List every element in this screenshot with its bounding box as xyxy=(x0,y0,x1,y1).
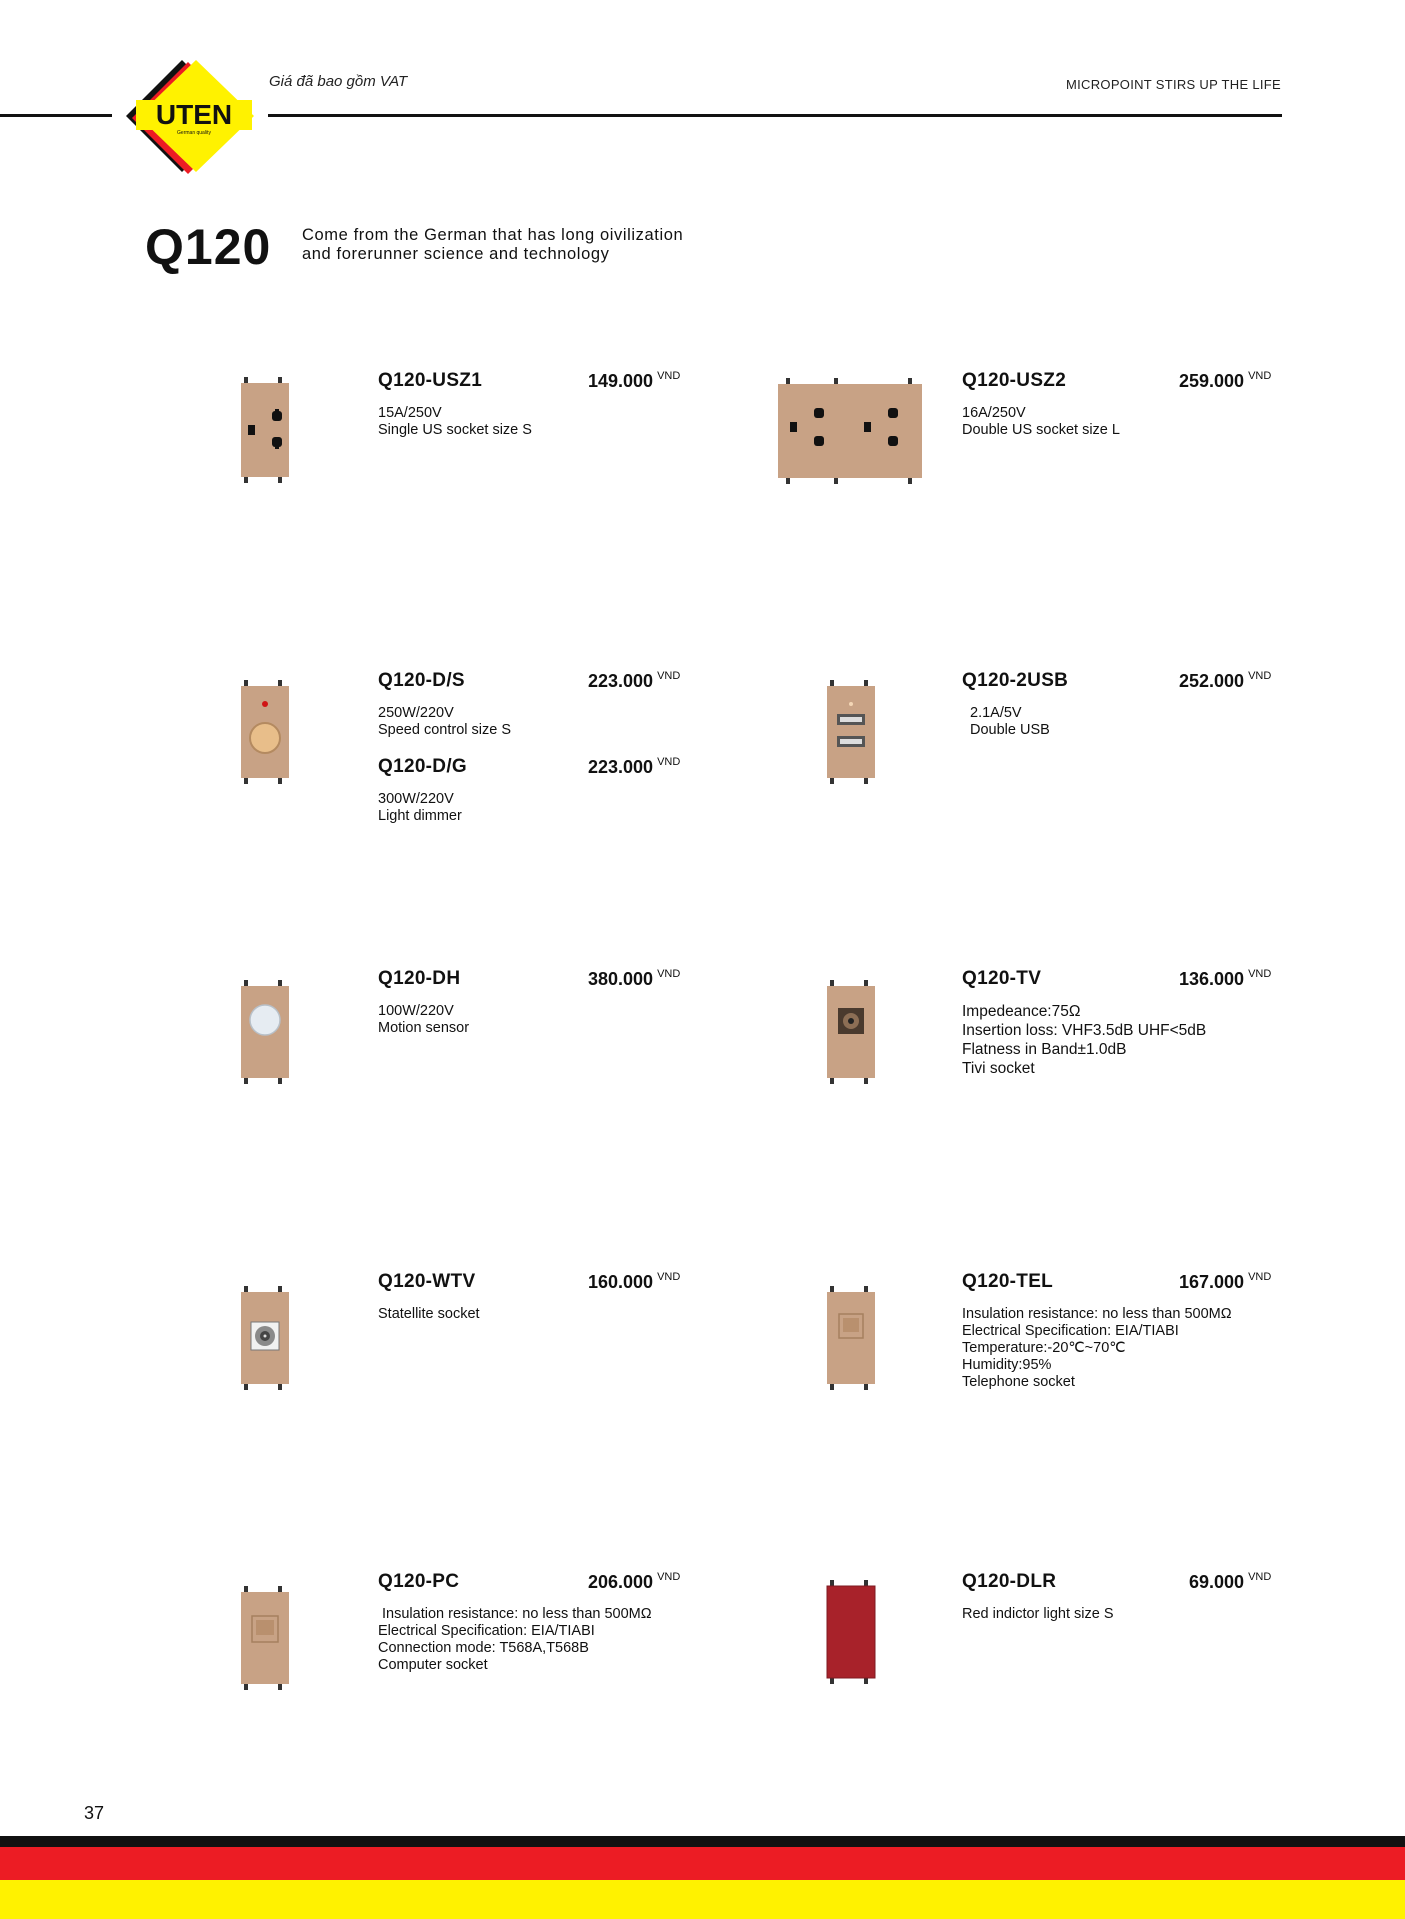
product-price xyxy=(588,1572,680,1593)
product-spec-4: Computer socket xyxy=(378,1657,488,1673)
price-currency: VND xyxy=(657,670,681,682)
double-us-socket-image xyxy=(776,376,924,488)
product-q120-tel xyxy=(776,1271,1336,1471)
product-spec-5: Telephone socket xyxy=(962,1374,1075,1390)
price-currency: VND xyxy=(1248,968,1272,980)
price-currency: VND xyxy=(1248,670,1272,682)
product-code: Q120-2USB xyxy=(962,670,1069,691)
price-value: 149.000 xyxy=(588,371,654,391)
product-spec-1: 2.1A/5V xyxy=(970,705,1022,721)
series-description-line2: and forerunner science and technology xyxy=(302,245,610,263)
price-currency: VND xyxy=(1248,1271,1272,1283)
product-code: Q120-TEL xyxy=(962,1271,1054,1292)
price-value: 136.000 xyxy=(1179,969,1245,989)
product-price xyxy=(1179,1272,1271,1293)
double-usb-image xyxy=(826,678,886,788)
price-currency: VND xyxy=(657,370,681,382)
product-spec-2: Insertion loss: VHF3.5dB UHF<5dB xyxy=(962,1022,1207,1039)
product-spec-dg-1: 300W/220V xyxy=(378,791,454,807)
product-code: Q120-USZ1 xyxy=(378,370,483,391)
product-spec-2: Single US socket size S xyxy=(378,422,532,438)
product-spec-1: Insulation resistance: no less than 500MΩ xyxy=(962,1306,1232,1322)
motion-sensor-image xyxy=(240,978,300,1088)
product-spec-3: Connection mode: T568A,T568B xyxy=(378,1640,589,1656)
product-spec-2: Speed control size S xyxy=(378,722,511,738)
product-code: Q120-TV xyxy=(962,968,1042,989)
logo-tagline: German quality xyxy=(177,130,211,136)
product-price-dg xyxy=(588,757,680,778)
telephone-socket-image xyxy=(826,1284,886,1394)
header-rule-right xyxy=(268,114,1282,117)
satellite-socket-image xyxy=(240,1284,300,1394)
product-q120-2usb xyxy=(776,670,1336,870)
product-spec-dg-2: Light dimmer xyxy=(378,808,462,824)
price-value: 252.000 xyxy=(1179,671,1245,691)
price-currency: VND xyxy=(657,1571,681,1583)
product-q120-dh xyxy=(238,968,798,1168)
product-spec-4: Tivi socket xyxy=(962,1060,1035,1077)
product-code: Q120-USZ2 xyxy=(962,370,1067,391)
footer-band-yellow xyxy=(0,1880,1405,1919)
red-indicator-light-image xyxy=(826,1578,886,1688)
product-code: Q120-PC xyxy=(378,1571,460,1592)
product-q120-ds-dg xyxy=(238,670,798,830)
product-spec-1: 250W/220V xyxy=(378,705,454,721)
product-q120-usz2 xyxy=(776,370,1336,570)
product-spec-1: 100W/220V xyxy=(378,1003,454,1019)
product-spec-1: Red indictor light size S xyxy=(962,1606,1114,1622)
dimmer-knob-image xyxy=(240,678,300,788)
series-description-line1: Come from the German that has long oivilization xyxy=(302,226,684,244)
vat-note: Giá đã bao gồm VAT xyxy=(269,73,408,90)
uten-logo xyxy=(118,58,258,174)
product-spec-4: Humidity:95% xyxy=(962,1357,1052,1373)
footer-band-red xyxy=(0,1847,1405,1880)
product-spec-1: 16A/250V xyxy=(962,405,1026,421)
product-price xyxy=(588,371,680,392)
product-spec-2: Electrical Specification: EIA/TIABI xyxy=(962,1323,1179,1339)
product-spec-1: Insulation resistance: no less than 500MΩ xyxy=(378,1606,652,1622)
product-spec-1: 15A/250V xyxy=(378,405,442,421)
product-q120-pc xyxy=(238,1571,798,1771)
product-q120-wtv xyxy=(238,1271,798,1471)
price-value: 69.000 xyxy=(1189,1572,1245,1592)
price-currency: VND xyxy=(657,756,681,768)
computer-socket-image xyxy=(240,1584,300,1694)
tv-socket-image xyxy=(826,978,886,1088)
product-code: Q120-DH xyxy=(378,968,461,989)
series-description xyxy=(302,226,742,264)
price-value: 206.000 xyxy=(588,1572,654,1592)
price-value: 380.000 xyxy=(588,969,654,989)
price-value: 259.000 xyxy=(1179,371,1245,391)
price-currency: VND xyxy=(657,1271,681,1283)
product-spec-3: Flatness in Band±1.0dB xyxy=(962,1041,1127,1058)
footer-band-black xyxy=(0,1836,1405,1847)
product-price xyxy=(588,969,680,990)
price-value: 160.000 xyxy=(588,1272,654,1292)
page-number: 37 xyxy=(84,1803,105,1823)
price-currency: VND xyxy=(1248,1571,1272,1583)
price-currency: VND xyxy=(657,968,681,980)
product-spec-2: Electrical Specification: EIA/TIABI xyxy=(378,1623,595,1639)
single-us-socket-image xyxy=(240,375,300,485)
price-currency: VND xyxy=(1248,370,1272,382)
slogan: MICROPOINT STIRS UP THE LIFE xyxy=(1066,77,1281,92)
logo-wordmark: UTEN xyxy=(155,99,233,130)
header-rule-left xyxy=(0,114,112,117)
product-q120-dlr xyxy=(776,1571,1336,1771)
product-code-dg: Q120-D/G xyxy=(378,756,467,777)
product-price xyxy=(588,671,680,692)
price-value: 223.000 xyxy=(588,757,654,777)
price-value: 223.000 xyxy=(588,671,654,691)
product-q120-tv xyxy=(776,968,1336,1168)
product-spec-3: Temperature:-20℃~70℃ xyxy=(962,1340,1126,1356)
series-title: Q120 xyxy=(145,219,272,275)
product-spec-2: Double USB xyxy=(970,722,1050,738)
product-price xyxy=(1179,969,1271,990)
product-spec-2: Double US socket size L xyxy=(962,422,1120,438)
product-code: Q120-WTV xyxy=(378,1271,476,1292)
product-price xyxy=(1179,371,1271,392)
product-spec-1: Impedeance:75Ω xyxy=(962,1003,1081,1020)
product-price xyxy=(588,1272,680,1293)
product-q120-usz1 xyxy=(238,370,798,570)
product-spec-2: Motion sensor xyxy=(378,1020,470,1036)
product-price xyxy=(1179,671,1271,692)
price-value: 167.000 xyxy=(1179,1272,1245,1292)
product-code: Q120-DLR xyxy=(962,1571,1057,1592)
product-spec-1: Statellite socket xyxy=(378,1306,480,1322)
product-code: Q120-D/S xyxy=(378,670,465,691)
product-price xyxy=(1189,1572,1271,1593)
